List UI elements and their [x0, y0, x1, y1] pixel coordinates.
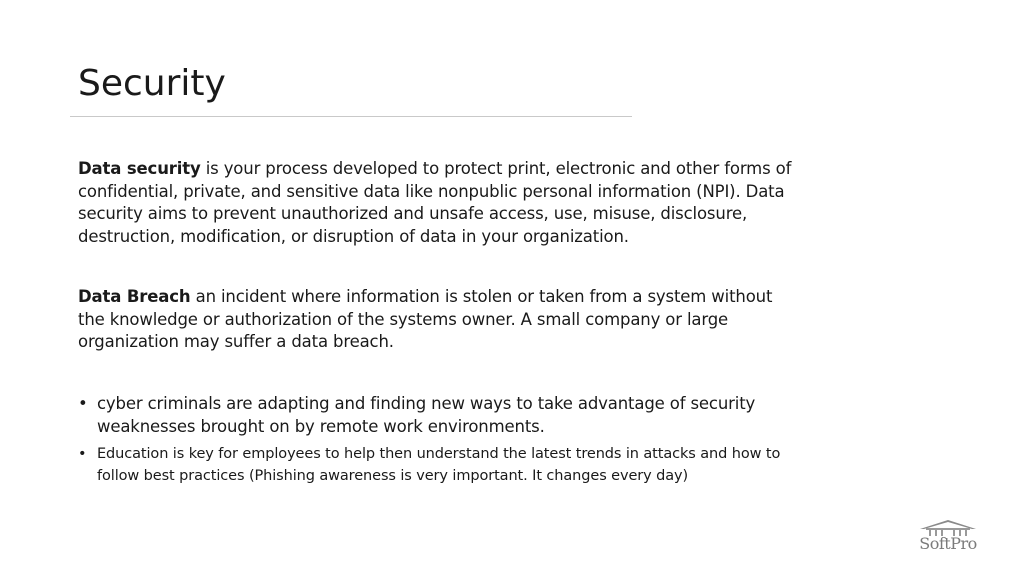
title-divider	[70, 116, 632, 117]
softpro-logo	[912, 519, 984, 553]
definition-data-breach: an incident where information is stolen or taken from a system without the knowledge or authorization of the systems owner. A small company or large organization may suffer a data breach.	[78, 287, 773, 351]
bullet-text: cyber criminals are adapting and finding new ways to take advantage of security weaknesses brought on by remote work environments.	[97, 394, 756, 436]
term-data-security: Data security	[78, 159, 201, 178]
term-data-breach: Data Breach	[78, 287, 191, 306]
list-item	[78, 443, 798, 487]
bullet-list	[78, 393, 798, 487]
bullet-icon: •	[78, 446, 87, 462]
list-item	[78, 393, 798, 438]
paragraph-data-breach	[78, 286, 798, 354]
paragraph-data-security	[78, 158, 818, 248]
definition-data-security: is your process developed to protect print, electronic and other forms of confidential, private, and sensitive data like nonpublic personal information (NPI). Data security aims to prevent unauthorized and unsafe access, use, misuse, disclosure, destruction, modification, or disruption of data in your organization.	[78, 159, 792, 246]
bullet-text: Education is key for employees to help then understand the latest trends in attacks and how to follow best practices (Phishing awareness is very important. It changes every day)	[97, 446, 781, 484]
logo-wordmark: SoftPro	[919, 534, 977, 553]
page-title: Security	[78, 63, 226, 104]
bullet-icon: •	[78, 394, 88, 413]
